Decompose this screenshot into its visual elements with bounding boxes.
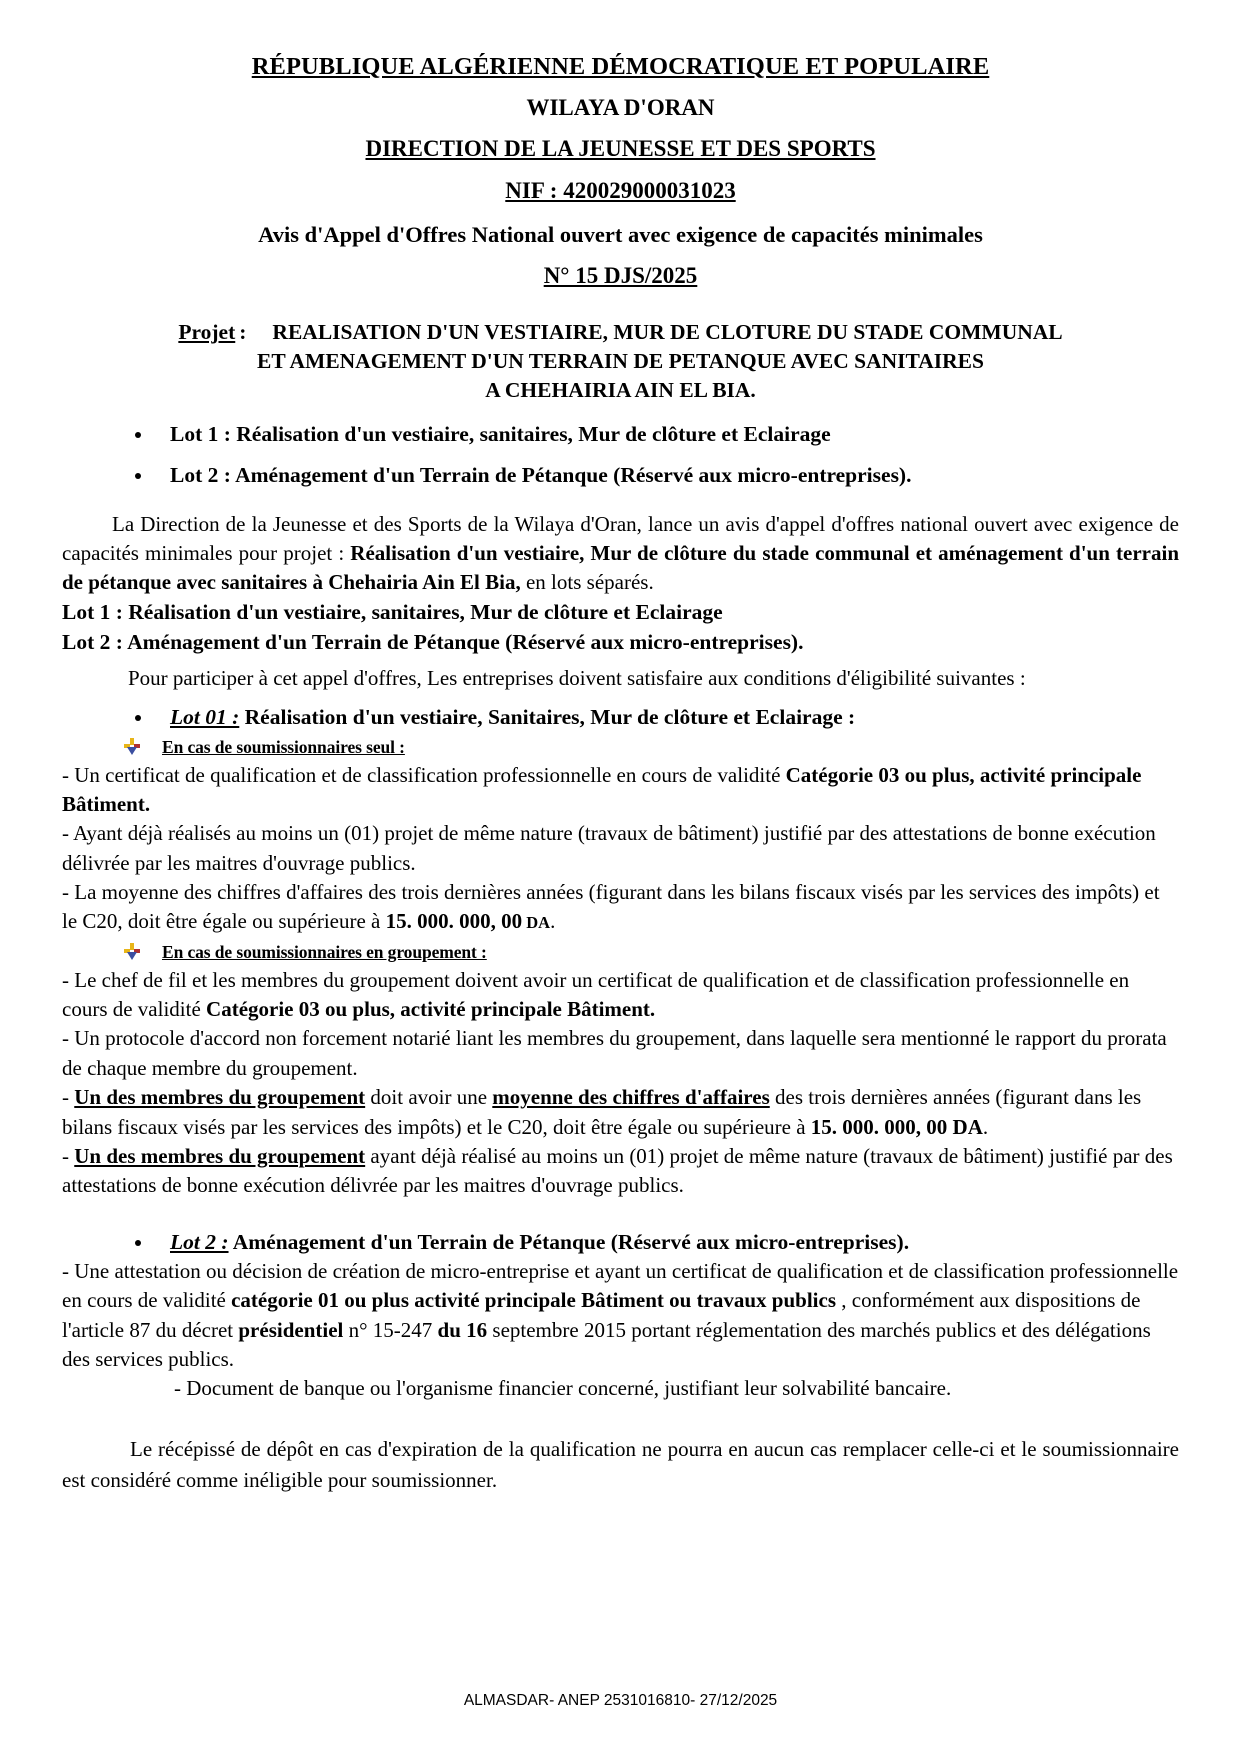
project-colon: : <box>239 320 247 345</box>
group-1-bold: Catégorie 03 ou plus, activité principale Bâtiment. <box>206 997 656 1022</box>
header-direction-text: DIRECTION DE LA JEUNESSE ET DES SPORTS <box>365 136 876 162</box>
lot02-bullet-list <box>62 1227 1179 1257</box>
project-line-1 <box>62 318 1179 347</box>
list-item <box>154 702 1179 732</box>
lot01-seul-heading-row <box>62 736 1179 759</box>
project-block <box>62 318 1179 404</box>
seul-3-normal: - La moyenne des chiffres d'affaires des trois dernières années (figurant dans les bilans fiscaux visés par les services des impôts) et le C20, doit être égale ou supérieure à <box>62 880 1160 934</box>
lot01-seul-item-3 <box>62 878 1179 937</box>
lot02-body <box>62 1257 1179 1375</box>
lot01-group-item-2: - Un protocole d'accord non forcement notarié liant les membres du groupement, dans laquelle sera mentionné le rapport du prorata de chaque membre du groupement. <box>62 1026 1167 1080</box>
lot-line-1: Lot 1 : Réalisation d'un vestiaire, sanitaires, Mur de clôture et Eclairage <box>62 599 723 624</box>
header-line-avis <box>62 219 1179 251</box>
page-footer: ALMASDAR- ANEP 2531016810- 27/12/2025 <box>463 1692 778 1709</box>
group-3-normal-1: doit avoir une <box>365 1085 493 1110</box>
group-3-amount: 15. 000. 000, 00 DA <box>810 1114 983 1139</box>
group-3-dash: - <box>62 1085 75 1110</box>
list-item <box>154 1227 1179 1257</box>
lot02-bold-1: catégorie 01 ou plus activité principale Bâtiment ou travaux publics <box>231 1288 837 1313</box>
header-wilaya-text: WILAYA D'ORAN <box>526 94 715 120</box>
lot01-group-item-3 <box>62 1083 1179 1142</box>
lot01-seul-item-1 <box>62 761 1179 820</box>
list-item: • Lot 2 : Aménagement d'un Terrain de Pétanque (Réservé aux micro-entreprises). <box>154 459 1179 491</box>
project-title-line1: REALISATION D'UN VESTIAIRE, MUR DE CLOTURE DU STADE COMMUNAL <box>272 320 1063 345</box>
seul-1-normal: - Un certificat de qualification et de classification professionnelle en cours de validité <box>62 762 786 787</box>
header-line-number <box>62 260 1179 293</box>
lot01-title: Réalisation d'un vestiaire, Sanitaires, Mur de clôture et Eclairage : <box>239 704 856 729</box>
header-number-text: N° 15 DJS/2025 <box>543 262 698 288</box>
header-line-wilaya <box>62 92 1179 125</box>
group-3-underline-2: moyenne des chiffres d'affaires <box>492 1085 770 1110</box>
lot01-groupement-heading-row <box>62 941 1179 964</box>
lot01-seul-item-2: - Ayant déjà réalisés au moins un (01) projet de même nature (travaux de bâtiment) justifié par des attestations de bonne exécution délivrée par les maitres d'ouvrage publics. <box>62 821 1156 875</box>
lot02-normal-2: , conformément aux dispositions de l'article 87 du décret <box>62 1288 1141 1342</box>
group-4-dash: - <box>62 1143 75 1168</box>
seul-3-end: . <box>550 909 556 934</box>
seul-3-amount: 15. 000. 000, 00 <box>385 909 523 934</box>
lot01-bullet-list <box>62 702 1179 732</box>
project-line-2: ET AMENAGEMENT D'UN TERRAIN DE PETANQUE AVEC SANITAIRES <box>257 348 984 373</box>
lot02-normal-3: n° 15-247 <box>343 1317 438 1342</box>
down-arrow-icon <box>124 943 140 961</box>
lot02-normal-4: septembre 2015 portant réglementation des marchés publics et des délégations des services publics. <box>62 1317 1151 1372</box>
group-3-underline-1: Un des membres du groupement <box>74 1085 366 1110</box>
group-4-underline-1: Un des membres du groupement <box>74 1143 366 1168</box>
intro-normal-2: en lots séparés. <box>520 569 654 594</box>
lot-line-2: Lot 2 : Aménagement d'un Terrain de Pétanque (Réservé aux micro-entreprises). <box>62 629 804 654</box>
lot02-title: Aménagement d'un Terrain de Pétanque (Réservé aux micro-entreprises). <box>228 1229 910 1254</box>
lot01-seul-heading: En cas de soumissionnaires seul : <box>162 736 405 757</box>
seul-1-bold: Catégorie 03 ou plus, activité principale Bâtiment. <box>62 762 1142 816</box>
lot01-groupement-heading: En cas de soumissionnaires en groupement : <box>162 941 487 962</box>
header-nif-text: NIF : 420029000031023 <box>505 178 736 204</box>
lot02-normal-1: - Une attestation ou décision de création de micro-entreprise et ayant un certificat de qualification et de classification professionnelle en cours de validité <box>62 1258 1179 1313</box>
intro-paragraph <box>62 510 1179 597</box>
lot01-label: Lot 01 : <box>170 704 240 729</box>
lot01-group-item-4 <box>62 1142 1179 1201</box>
intro-normal-1: La Direction de la Jeunesse et des Sports de la Wilaya d'Oran, lance un avis d'appel d'offres national ouvert avec exigence de capacités minimales pour projet : <box>62 511 1179 565</box>
seul-3-currency: DA <box>522 913 551 933</box>
group-3-normal-3: . <box>982 1114 989 1139</box>
top-lot-list <box>62 418 1179 492</box>
final-paragraph: Le récépissé de dépôt en cas d'expiration de la qualification ne pourra en aucun cas remplacer celle-ci et le soumissionnaire est considéré comme inéligible pour soumissionner. <box>62 1436 1179 1493</box>
project-line-3: A CHEHAIRIA AIN EL BIA. <box>485 377 756 402</box>
intro-bold-1: Réalisation d'un vestiaire, Mur de clôture du stade communal et aménagement d'un terrain de pétanque avec sanitaires à Chehairia Ain El Bia, <box>62 540 1179 594</box>
document-header <box>62 50 1179 292</box>
list-item: • Lot 1 : Réalisation d'un vestiaire, sanitaires, Mur de clôture et Eclairage <box>154 418 1179 450</box>
project-label: Projet <box>178 320 236 345</box>
lot02-label: Lot 2 : <box>170 1229 229 1254</box>
lot02-bold-2: présidentiel <box>238 1317 344 1342</box>
group-1-normal: - Le chef de fil et les membres du groupement doivent avoir un certificat de qualification et de classification professionnelle en cours de validité <box>62 967 1130 1022</box>
lot02-bold-3: du 16 <box>437 1317 488 1342</box>
down-arrow-icon <box>124 738 140 756</box>
header-republic-text: RÉPUBLIQUE ALGÉRIENNE DÉMOCRATIQUE ET POPULAIRE <box>251 53 990 80</box>
header-line-nif <box>62 175 1179 208</box>
group-3-normal-2: des trois dernières années (figurant dans les bilans fiscaux visés par les services des impôts) et le C20, doit être égale ou supérieure à <box>62 1085 1142 1139</box>
group-4-normal-1: ayant déjà réalisé au moins un (01) projet de même nature (travaux de bâtiment) justifié par des attestations de bonne exécution délivrée par les maitres d'ouvrage publics. <box>62 1143 1173 1198</box>
lot02-bank-line: - Document de banque ou l'organisme financier concerné, justifiant leur solvabilité bancaire. <box>174 1376 952 1401</box>
header-line-direction <box>62 133 1179 166</box>
header-line-republic <box>62 50 1179 85</box>
participation-paragraph: Pour participer à cet appel d'offres, Les entreprises doivent satisfaire aux conditions d'éligibilité suivantes : <box>128 665 1026 690</box>
header-avis-text: Avis d'Appel d'Offres National ouvert avec exigence de capacités minimales <box>258 221 983 247</box>
lot01-group-item-1 <box>62 966 1179 1025</box>
